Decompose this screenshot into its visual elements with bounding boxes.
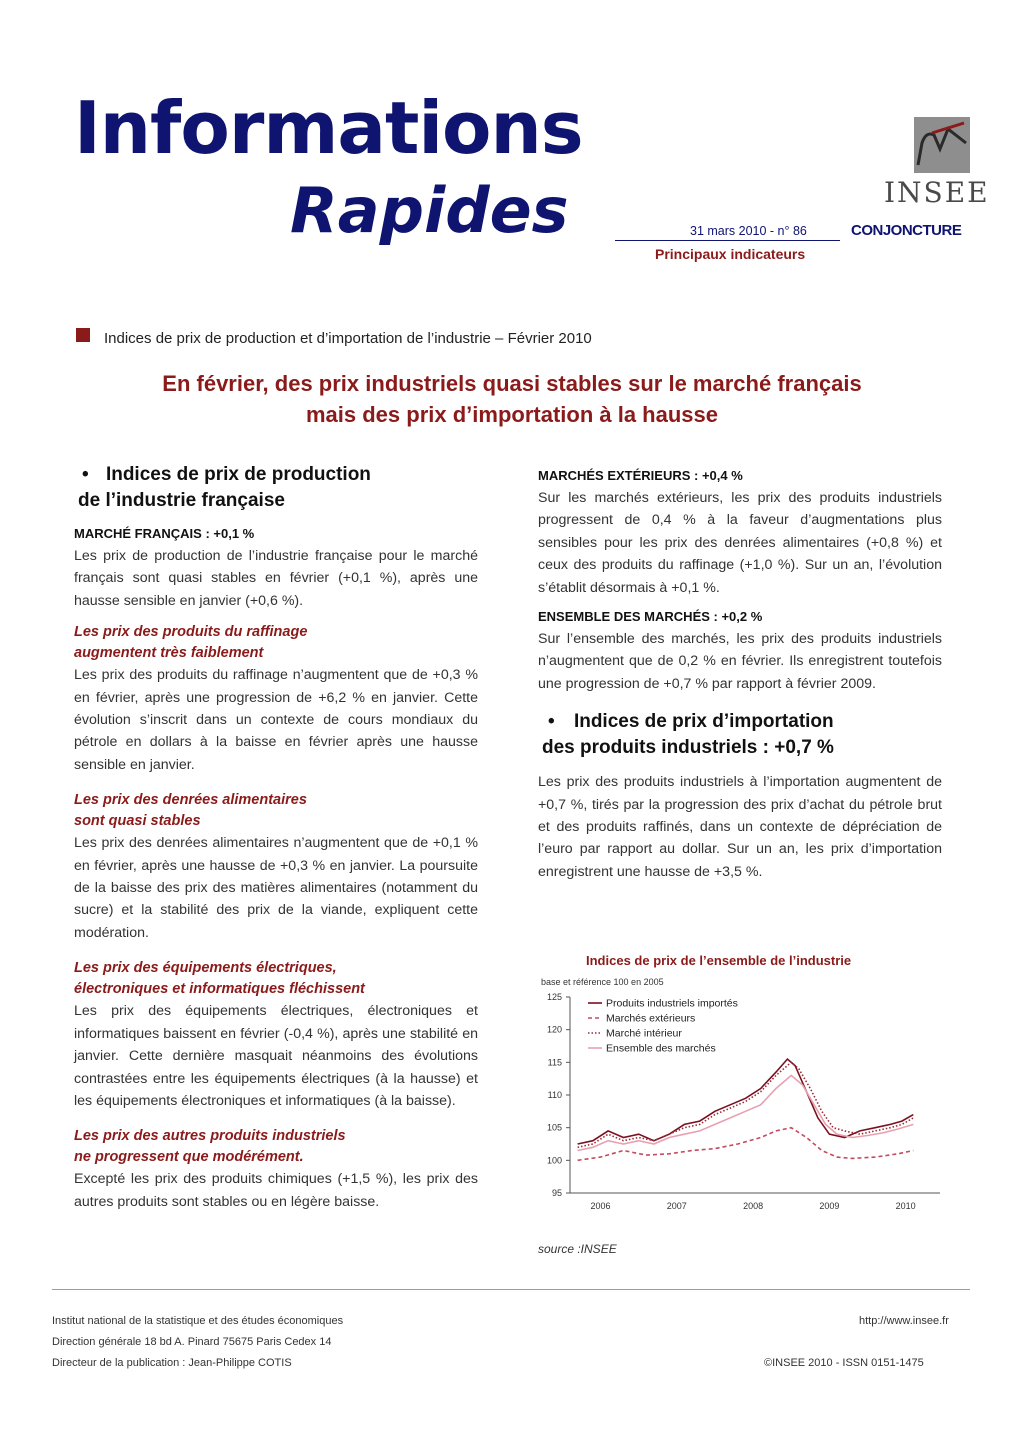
equipements-subtitle: Les prix des équipements électriques, électroniques et informatiques fléchissent	[74, 960, 365, 998]
ensemble-marches-label: ENSEMBLE DES MARCHÉS : +0,2 %	[538, 609, 763, 625]
series-line-4	[578, 1075, 914, 1150]
legend-label: Ensemble des marchés	[606, 1042, 716, 1055]
denrees-subtitle: Les prix des denrées alimentaires sont quasi stables	[74, 792, 307, 830]
footer-url[interactable]: http://www.insee.fr	[859, 1315, 949, 1327]
importation-text: Les prix des produits industriels à l’importation augmentent de +0,7 %, tirés par la progression des prix d’achat du pétrole brut et des produits raffinés, dans un contexte de dépréciation de l’euro par rapport au dollar. Sur un an, les prix d’importation enregistrent une hausse de +3,5 %.	[538, 774, 942, 880]
left-column	[74, 462, 478, 1213]
bullet-icon: •	[82, 464, 89, 485]
series-line-3	[578, 1062, 914, 1147]
masthead-title: Informations	[74, 86, 583, 170]
marches-exterieurs-text: Sur les marchés extérieurs, les prix des produits industriels progressent de 0,4 % à la faveur d’augmentations plus sensibles pour les prix des denrées alimentaires (+0,8 %) et ceux des produits du raffinage (+1,0 %). Sur un an, l’évolution s’établit désormais à +0,1 %.	[538, 490, 942, 596]
autres-text: Excepté les prix des produits chimiques (+1,5 %), les prix des autres produits sont stables ou en légère baisse.	[74, 1171, 478, 1210]
y-tick-label: 100	[546, 1155, 562, 1166]
importation-heading: • Indices de prix d’importation des produits industriels : +0,7 %	[542, 711, 834, 759]
headline-line-1: En février, des prix industriels quasi stables sur le marché français	[162, 371, 862, 396]
production-heading: • Indices de prix de production de l’industrie française	[78, 464, 371, 511]
x-tick-label: 2006	[590, 1201, 611, 1211]
chart-subtitle: base et référence 100 en 2005	[541, 977, 664, 987]
x-tick-label: 2010	[895, 1201, 916, 1211]
y-tick-label: 115	[547, 1057, 562, 1068]
autres-subtitle: Les prix des autres produits industriels ne progressent que modérément.	[74, 1128, 346, 1166]
raffinage-text: Les prix des produits du raffinage n’augmentent que de +0,3 % en février, après une progression de +6,2 % en janvier. Cette évolution s’inscrit dans un contexte de cours mondiaux du pétrole en dollars à la baisse en février après une hausse sensible en janvier.	[74, 667, 478, 773]
chart-source: source :INSEE	[538, 1242, 617, 1256]
masthead-rule	[615, 240, 840, 241]
series-line-2	[578, 1128, 914, 1161]
bullet-icon: •	[548, 711, 555, 733]
series-label: Principaux indicateurs	[655, 246, 806, 262]
issue-date: 31 mars 2010 - n° 86	[690, 224, 807, 238]
y-tick-label: 105	[546, 1122, 562, 1133]
marche-francais-text: Les prix de production de l’industrie française pour le marché français sont quasi stables en février (+0,1 %), après une hausse sensible en janvier (+0,6 %).	[74, 548, 478, 609]
x-tick-label: 2008	[743, 1201, 764, 1211]
y-tick-label: 120	[546, 1024, 562, 1035]
marche-francais-label: MARCHÉ FRANÇAIS : +0,1 %	[74, 526, 255, 541]
section-bullet-icon	[76, 328, 90, 342]
x-tick-label: 2007	[666, 1201, 687, 1211]
y-tick-label: 110	[547, 1090, 562, 1100]
legend-label: Marché intérieur	[606, 1027, 682, 1040]
footer-address: Direction générale 18 bd A. Pinard 75675 Paris Cedex 14	[52, 1336, 332, 1348]
y-tick-label: 125	[546, 992, 562, 1002]
right-column	[538, 468, 942, 883]
section-title: Indices de prix de production et d’importation de l’industrie – Février 2010	[104, 330, 592, 347]
y-tick-label: 95	[551, 1188, 562, 1198]
legend-label: Produits industriels importés	[606, 997, 738, 1010]
footer-copyright: ©INSEE 2010 - ISSN 0151-1475	[764, 1357, 924, 1369]
raffinage-subtitle: Les prix des produits du raffinage augmentent très faiblement	[74, 624, 308, 662]
headline-line-2: mais des prix d’importation à la hausse	[305, 402, 719, 427]
collection-label: CONJONCTURE	[851, 222, 962, 239]
insee-logo-text: INSEE	[884, 176, 990, 209]
marches-exterieurs-label: MARCHÉS EXTÉRIEURS : +0,4 %	[538, 468, 743, 483]
series-line-1	[578, 1059, 914, 1144]
denrees-text: Les prix des denrées alimentaires n’augmentent que de +0,1 % en février, après une hausse de +0,3 % en janvier. La poursuite de la baisse des prix des matières alimentaires (notamment du sucre) et la stabilité des prix de la viande, expliquent cette modération.	[74, 835, 478, 941]
footer-director: Directeur de la publication : Jean-Philippe COTIS	[52, 1357, 292, 1369]
chart-title: Indices de prix de l’ensemble de l’industrie	[586, 953, 852, 968]
equipements-text: Les prix des équipements électriques, électroniques et informatiques baissent en février (-0,4 %), après une stabilité en janvier. Cette dernière masquait néanmoins des évolutions contrastées entre les équipements électriques (à la hausse) et les équipements électroniques et informatiques (à la baisse).	[74, 1003, 478, 1109]
insee-logo-icon	[914, 117, 970, 173]
price-index-chart	[530, 985, 950, 1225]
masthead-subtitle: Rapides	[290, 174, 569, 247]
ensemble-marches-text: Sur l’ensemble des marchés, les prix des produits industriels n’augmentent que de 0,2 % en février. Ils enregistrent toutefois une progression de +0,7 % par rapport à février 2009.	[538, 631, 942, 692]
x-tick-label: 2009	[819, 1201, 840, 1211]
footer-institution: Institut national de la statistique et des études économiques	[52, 1315, 344, 1327]
footer-rule	[52, 1289, 970, 1290]
legend-label: Marchés extérieurs	[606, 1012, 696, 1025]
